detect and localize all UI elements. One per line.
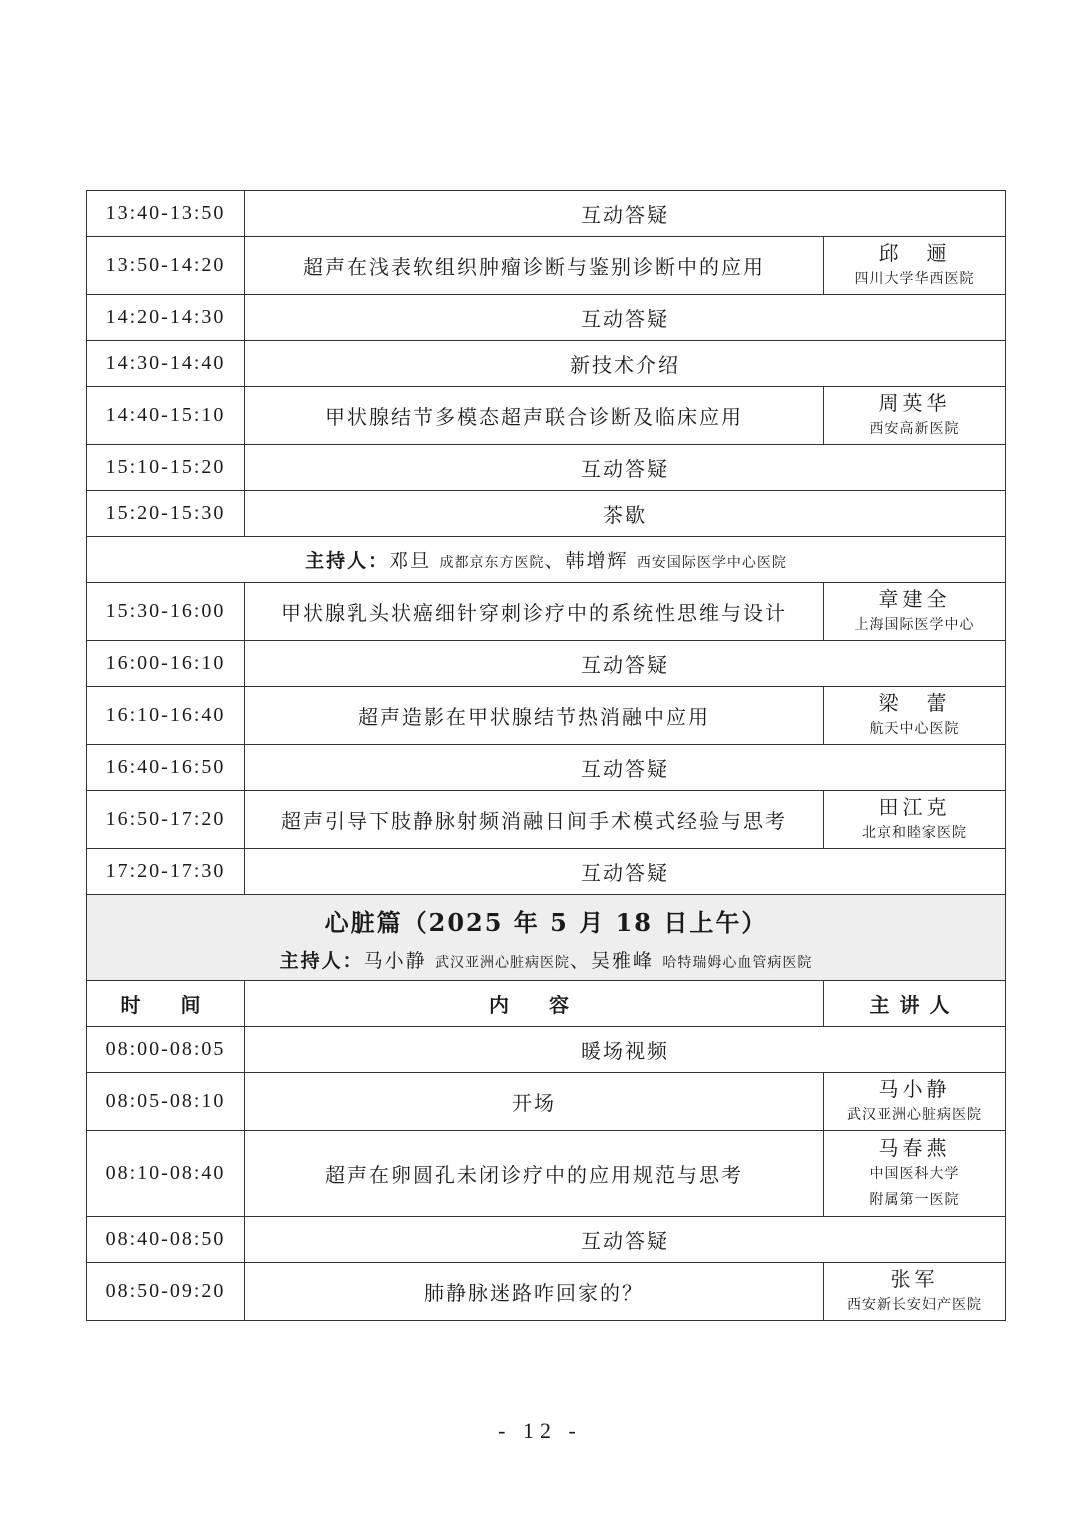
time-cell: 15:30-16:00	[87, 583, 245, 641]
speaker-institution: 航天中心医院	[869, 720, 960, 737]
speaker-cell	[824, 583, 1006, 641]
section-title: 心脏篇（2025 年 5 月 18 日上午）	[324, 908, 768, 937]
table-row	[87, 1217, 1006, 1263]
table-row	[87, 295, 1006, 341]
speaker-name: 马春燕	[878, 1135, 951, 1160]
speaker-institution: 上海国际医学中心	[854, 616, 975, 633]
header-speaker: 主讲人	[824, 981, 1006, 1027]
table-row	[87, 791, 1006, 849]
table-row	[87, 1263, 1006, 1321]
speaker-institution: 西安高新医院	[869, 420, 960, 437]
time-cell: 08:00-08:05	[87, 1027, 245, 1073]
content-cell: 互动答疑	[245, 295, 1006, 341]
host-institution: 西安国际医学中心医院	[636, 555, 787, 571]
content-cell: 互动答疑	[245, 1217, 1006, 1263]
table-row	[87, 1131, 1006, 1217]
time-cell: 08:40-08:50	[87, 1217, 245, 1263]
table-row	[87, 687, 1006, 745]
speaker-institution: 北京和睦家医院	[862, 824, 967, 841]
schedule-table	[86, 190, 1006, 1321]
speaker-cell	[824, 1073, 1006, 1131]
table-row	[87, 641, 1006, 687]
table-row	[87, 583, 1006, 641]
host-label: 主持人：	[279, 950, 364, 972]
host-institution: 武汉亚洲心脏病医院	[435, 955, 570, 971]
time-cell: 08:50-09:20	[87, 1263, 245, 1321]
table-row	[87, 387, 1006, 445]
table-row	[87, 849, 1006, 895]
column-header-row	[87, 981, 1006, 1027]
content-cell: 肺静脉迷路咋回家的？	[245, 1263, 824, 1321]
speaker-cell	[824, 1263, 1006, 1321]
content-cell: 开场	[245, 1073, 824, 1131]
header-time: 时 间	[87, 981, 245, 1027]
time-cell: 15:10-15:20	[87, 445, 245, 491]
host-label: 主持人：	[305, 550, 390, 572]
section-header-row	[87, 895, 1006, 981]
host-separator: 、	[570, 950, 592, 972]
table-row	[87, 445, 1006, 491]
content-cell: 超声引导下肢静脉射频消融日间手术模式经验与思考	[245, 791, 824, 849]
content-cell: 甲状腺乳头状癌细针穿刺诊疗中的系统性思维与设计	[245, 583, 824, 641]
content-cell: 新技术介绍	[245, 341, 1006, 387]
table-row	[87, 191, 1006, 237]
host-cell	[87, 537, 1006, 583]
time-cell: 16:40-16:50	[87, 745, 245, 791]
section-host	[87, 945, 1005, 980]
host-name: 吴雅峰	[591, 950, 655, 972]
time-cell: 13:40-13:50	[87, 191, 245, 237]
speaker-institution: 武汉亚洲心脏病医院	[847, 1106, 982, 1123]
speaker-name: 周英华	[878, 390, 951, 415]
content-cell: 茶歇	[245, 491, 1006, 537]
speaker-cell	[824, 387, 1006, 445]
speaker-cell	[824, 791, 1006, 849]
speaker-cell	[824, 687, 1006, 745]
table-row	[87, 1027, 1006, 1073]
header-content: 内 容	[245, 981, 824, 1027]
host-institution: 成都京东方医院	[439, 555, 545, 571]
time-cell: 14:30-14:40	[87, 341, 245, 387]
speaker-name: 张军	[890, 1266, 939, 1291]
host-name: 韩增辉	[565, 550, 629, 572]
time-cell: 08:05-08:10	[87, 1073, 245, 1131]
time-cell: 16:00-16:10	[87, 641, 245, 687]
page-number: - 12 -	[498, 1418, 582, 1443]
table-row	[87, 1073, 1006, 1131]
host-separator: 、	[544, 550, 566, 572]
time-cell: 08:10-08:40	[87, 1131, 245, 1217]
content-cell: 互动答疑	[245, 849, 1006, 895]
content-cell: 互动答疑	[245, 445, 1006, 491]
speaker-institution: 四川大学华西医院	[854, 270, 975, 287]
speaker-cell	[824, 237, 1006, 295]
host-name: 邓旦	[389, 550, 432, 572]
content-cell: 互动答疑	[245, 641, 1006, 687]
time-cell: 16:10-16:40	[87, 687, 245, 745]
table-row	[87, 237, 1006, 295]
host-institution: 哈特瑞姆心血管病医院	[662, 955, 813, 971]
time-cell: 14:40-15:10	[87, 387, 245, 445]
content-cell: 互动答疑	[245, 191, 1006, 237]
content-cell: 超声在卵圆孔未闭诊疗中的应用规范与思考	[245, 1131, 824, 1217]
speaker-name: 章建全	[878, 586, 951, 611]
time-cell: 15:20-15:30	[87, 491, 245, 537]
time-cell: 13:50-14:20	[87, 237, 245, 295]
speaker-name: 梁 蕾	[878, 690, 951, 715]
time-cell: 14:20-14:30	[87, 295, 245, 341]
speaker-institution-line2: 附属第一医院	[869, 1191, 960, 1208]
section-header-cell	[87, 895, 1006, 981]
speaker-name: 马小静	[878, 1076, 951, 1101]
content-cell: 暖场视频	[245, 1027, 1006, 1073]
table-row	[87, 341, 1006, 387]
speaker-name: 田江克	[878, 794, 951, 819]
time-cell: 16:50-17:20	[87, 791, 245, 849]
table-row	[87, 491, 1006, 537]
speaker-institution: 西安新长安妇产医院	[847, 1296, 982, 1313]
speaker-name: 邱 逦	[878, 240, 951, 265]
speaker-cell	[824, 1131, 1006, 1217]
table-row	[87, 745, 1006, 791]
time-cell: 17:20-17:30	[87, 849, 245, 895]
host-name: 马小静	[363, 950, 427, 972]
content-cell: 互动答疑	[245, 745, 1006, 791]
speaker-institution: 中国医科大学	[869, 1165, 960, 1182]
host-row	[87, 537, 1006, 583]
content-cell: 超声造影在甲状腺结节热消融中应用	[245, 687, 824, 745]
content-cell: 超声在浅表软组织肿瘤诊断与鉴别诊断中的应用	[245, 237, 824, 295]
content-cell: 甲状腺结节多模态超声联合诊断及临床应用	[245, 387, 824, 445]
